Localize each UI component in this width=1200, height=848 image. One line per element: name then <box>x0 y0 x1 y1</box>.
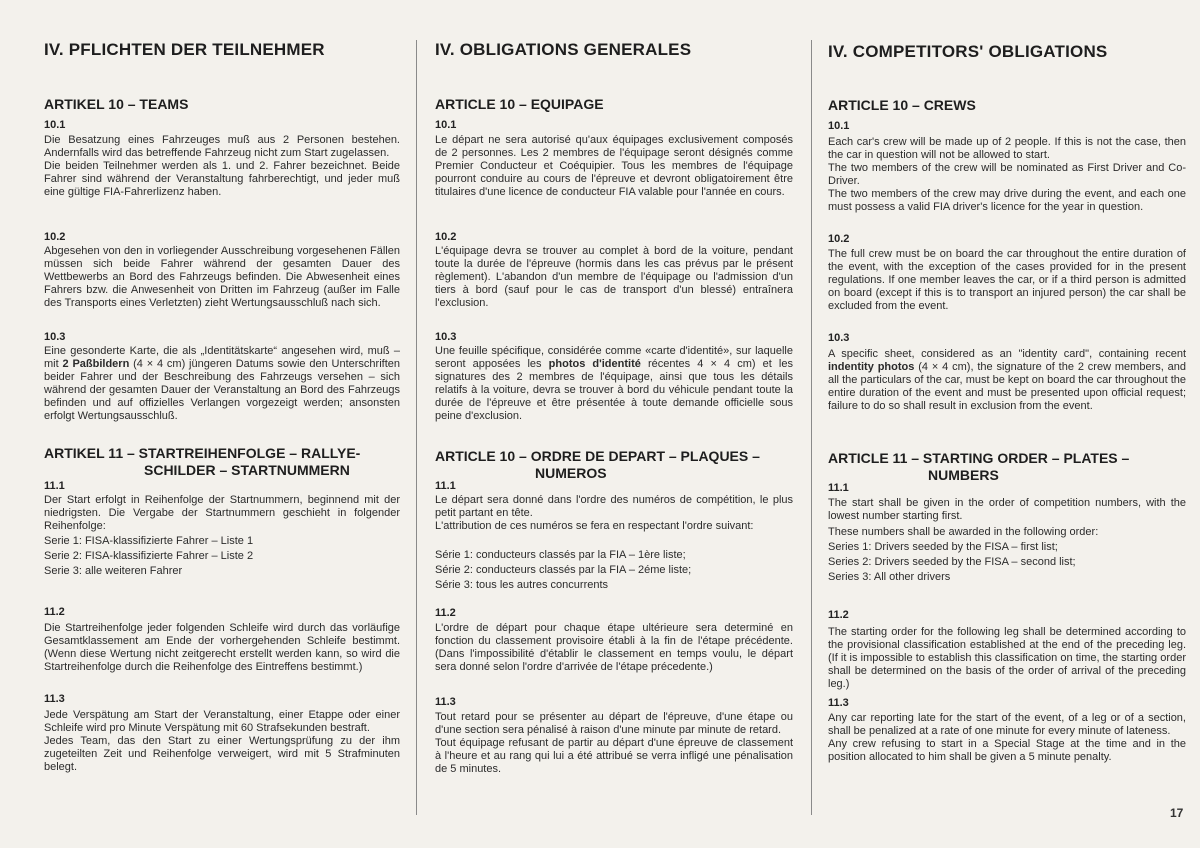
series-item: Serie 2: FISA-klassifizierte Fahrer – Liste 2 <box>44 550 254 562</box>
section-title: IV. OBLIGATIONS GENERALES <box>435 40 692 59</box>
clause-text: L'équipage devra se trouver au complet à bord de la voiture, pendant toute la durée de l'épreuve (hormis dans les cas prévus par le présent règlement). L'abandon d'un membre de l'équipage ou l'admission d'un tiers à bord (sauf pour le cas de transport d'un blessé) entraînera l'exclusion. <box>435 245 793 309</box>
clause-text: Der Start erfolgt in Reihenfolge der Startnummern, beginnend mit der niedrigsten. Die Vergabe der Startnummern geschieht in folgender Reihenfolge: <box>44 494 400 532</box>
clause-text: The starting order for the following leg shall be determined according to the provisional classification established at the end of the preceding leg. (If it is impossible to establish this classification on time, the starting order shall be determined on the basis of the order of arrival of the preceding leg.) <box>828 626 1186 690</box>
series-item: Série 2: conducteurs classés par la FIA – 2éme liste; <box>435 564 692 576</box>
clause-number: 10.2 <box>44 231 66 243</box>
clause-text: A specific sheet, considered as an "identity card", containing recent indentity photos (4 × 4 cm), the signature of the 2 crew members, and all the particulars of the car, must be kept on board the car throughout the entire duration of the event and must be presented upon official request; failure to do so shall result in exclusion from the event. <box>828 348 1187 412</box>
clause-number: 10.1 <box>44 119 66 131</box>
clause-text: Le départ ne sera autorisé qu'aux équipages exclusivement composés de 2 personnes. Les 2 membres de l'équipage seront désignés comme Premier Conducteur et Coéquipier. Tous les membres de l'équipage pourront conduire au cours de l'épreuve et devront obligatoirement être titulaires d'une licence de conducteur FIA valable pour l'année en cours. <box>435 134 793 198</box>
clause-number: 10.3 <box>435 331 457 343</box>
series-list <box>44 534 253 579</box>
series-list <box>435 548 691 593</box>
clause-text: Le départ sera donné dans l'ordre des numéros de compétition, le plus petit partant en tête. L'attribution de ces numéros se fera en respectant l'ordre suivant: <box>435 494 793 532</box>
clause-number: 11.3 <box>435 696 456 708</box>
clause-text: Tout retard pour se présenter au départ de l'épreuve, d'une étape ou d'une section sera pénalisé à raison d'une minute par minute de retard. Tout équipage refusant de partir au départ d'une épreuve de classement à l'heure et au rang qui lui a été attribué se verra infligé une pénalisation de 5 minutes. <box>435 711 793 775</box>
clause-number: 10.3 <box>828 332 850 344</box>
article-10-title: ARTICLE 10 – EQUIPAGE <box>435 96 604 112</box>
clause-number: 10.1 <box>435 119 457 131</box>
article-11-title: ARTICLE 10 – ORDRE DE DEPART – PLAQUES – NUMEROS <box>435 448 760 481</box>
clause-number: 11.2 <box>435 607 456 619</box>
article-11-title: ARTICLE 11 – STARTING ORDER – PLATES – NUMBERS <box>828 450 1130 483</box>
column-german <box>44 0 400 848</box>
series-item: Series 2: Drivers seeded by the FISA – second list; <box>828 556 1076 568</box>
article-10-title: ARTICLE 10 – CREWS <box>828 97 976 113</box>
clause-text: Any car reporting late for the start of the event, of a leg or of a section, shall be penalized at a rate of one minute for every minute of lateness. Any crew refusing to start in a Special Stage at the time and in the position allocated to him shall be given a 5 minute penalty. <box>828 712 1186 763</box>
series-item: Series 3: All other drivers <box>828 571 951 583</box>
column-french <box>435 0 793 848</box>
clause-text: Une feuille spécifique, considérée comme «carte d'identité», sur laquelle seront apposées les photos d'identité récentes 4 × 4 cm) et les signatures des 2 membres de l'équipage, ainsi que tous les détails relatifs à la voiture, devra se trouver à bord du véhicule pendant toute la durée de l'épreuve et être présentée à toute demande officielle sous peine d'exclusion. <box>435 345 793 422</box>
bold-term: indentity photos <box>828 360 915 373</box>
clause-number: 11.1 <box>828 482 849 494</box>
article-10-title: ARTIKEL 10 – TEAMS <box>44 96 189 112</box>
clause-number: 10.2 <box>435 231 457 243</box>
clause-text: L'ordre de départ pour chaque étape ultérieure sera determiné en fonction du classement provisoire établi à la fin de l'étape précédente. (Dans l'impossibilité d'établir le classement en temps voulu, le départ sera donné selon l'ordre d'arrivée de l'étape précedente.) <box>435 622 793 673</box>
bold-term: photos d'identité <box>548 357 641 370</box>
clause-text: Die Startreihenfolge jeder folgenden Schleife wird durch das vorläufige Gesamtklassement am Ende der vorhergehenden Schleife bestimmt. (Wenn diese Wertung nicht zeitgerecht erstellt werden kann, so wird die Startreihenfolge durch die Reihenfolge des Eintreffens bestimmt.) <box>44 622 400 673</box>
series-item: Series 1: Drivers seeded by the FISA – first list; <box>828 541 1058 553</box>
series-item: Série 3: tous les autres concurrents <box>435 579 609 591</box>
clause-text: Eine gesonderte Karte, die als „Identitätskarte“ angesehen wird, muß – mit 2 Paßbildern (4 × 4 cm) jüngeren Datums sowie den Unterschriften beider Fahrer und der Beschreibung des Fahrzeugs versehen – sich während der gesamten Dauer der Veranstaltung an Bord des Fahrzeugs befinden und auf offizielles Verlangen vorgezeigt werden; ansonsten erfolgt Wertungsausschluß. <box>44 345 400 422</box>
clause-text: Each car's crew will be made up of 2 people. If this is not the case, then the car in question will not be allowed to start. The two members of the crew will be nominated as First Driver and Co-Driver. The two members of the crew may drive during the event, and each one must possess a valid FIA driver's licence for the year in question. <box>828 136 1186 213</box>
series-list: These numbers shall be awarded in the following order: Series 1: Drivers seeded by the FISA – first list; Series 2: Drivers seeded by the FISA – second list; Series 3: All other drivers <box>828 526 1099 583</box>
clause-number: 10.2 <box>828 233 850 245</box>
section-title: IV. PFLICHTEN DER TEILNEHMER <box>44 40 325 59</box>
clause-number: 10.1 <box>828 120 850 132</box>
clause-text: Die Besatzung eines Fahrzeuges muß aus 2 Personen bestehen. Andernfalls wird das betreffende Fahrzeug nicht zum Start zugelassen. Die beiden Teilnehmer werden als 1. und 2. Fahrer bezeichnet. Beide Fahrer sind während der Veranstaltung fahrberechtigt, und jeder muß eine gültige FIA-Fahrerlizenz haben. <box>44 134 400 198</box>
page-number: 17 <box>1170 806 1184 820</box>
series-item: Série 1: conducteurs classés par la FIA – 1ère liste; <box>435 549 686 561</box>
clause-text: The full crew must be on board the car throughout the entire duration of the event, with the exception of the cases provided for in the present regulations. If one member leaves the car, or if a third person is admitted on board (except if this is to transport an injured person) the car shall be excluded from the event. <box>828 248 1186 312</box>
clause-number: 11.1 <box>435 480 456 492</box>
clause-number: 11.2 <box>828 609 849 621</box>
section-title: IV. COMPETITORS' OBLIGATIONS <box>828 42 1108 61</box>
series-item: Serie 3: alle weiteren Fahrer <box>44 565 183 577</box>
column-english <box>828 0 1186 848</box>
clause-text: The start shall be given in the order of competition numbers, with the lowest number starting first. <box>828 497 1186 522</box>
clause-number: 10.3 <box>44 331 66 343</box>
clause-number: 11.1 <box>44 480 65 492</box>
clause-number: 11.2 <box>44 606 65 618</box>
bold-term: 2 Paßbildern <box>62 357 130 370</box>
series-item: Serie 1: FISA-klassifizierte Fahrer – Liste 1 <box>44 535 254 547</box>
clause-number: 11.3 <box>44 693 65 705</box>
article-11-title: ARTIKEL 11 – STARTREIHENFOLGE – RALLYE- SCHILDER – STARTNUMMERN <box>44 445 361 478</box>
clause-number: 11.3 <box>828 697 849 709</box>
column-divider-right <box>811 40 812 815</box>
clause-text: Abgesehen von den in vorliegender Ausschreibung vorgesehenen Fällen müssen sich beide Fahrer während der gesamten Dauer des Wettbewerbs an Bord des Fahrzeugs befinden. Die Abwesenheit eines Fahrers bzw. die Anwesenheit von Dritten im Fahrzeug (außer im Falle des Transports eines Verletzten) zieht Wertungsausschluß nach sich. <box>44 245 400 309</box>
column-divider-left <box>416 40 417 815</box>
clause-text: Jede Verspätung am Start der Veranstaltung, einer Etappe oder einer Schleife wird pro Minute Verspätung mit 60 Strafsekunden bestraft. Jedes Team, das den Start zu einer Wertungsprüfung zu der ihm zugeteilten Zeit und Reihenfolge verweigert, wird mit 5 Strafminuten belegt. <box>44 709 400 773</box>
